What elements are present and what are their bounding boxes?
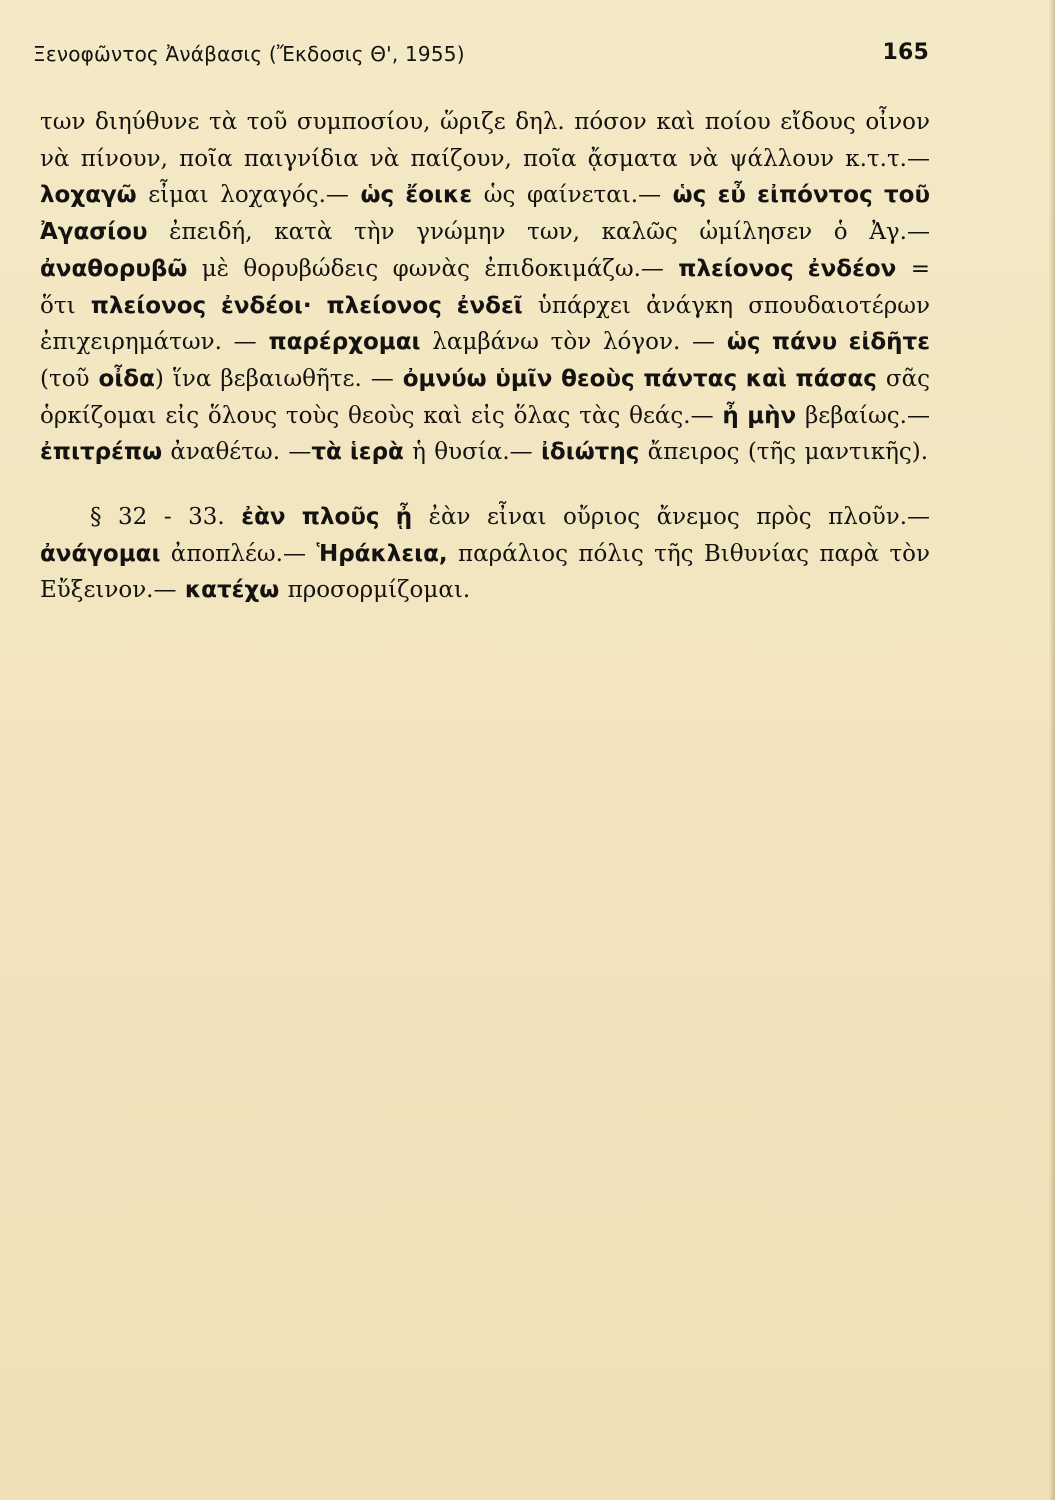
gloss-text: § 32 - 33. xyxy=(90,504,242,531)
gloss-text: σᾶς ὁρκίζομαι εἰς ὅλους τοὺς θεοὺς καὶ εἰς ὅλας τὰς θεάς.— xyxy=(40,365,931,429)
gloss-text: ) ἵνα βεβαιωθῆτε. — xyxy=(154,365,403,392)
page-content xyxy=(40,104,930,609)
headword: ἦ μὴν xyxy=(722,402,797,429)
headword: λοχαγῶ xyxy=(40,182,137,209)
gloss-text: ἐπειδή, κατὰ τὴν γνώμην των, καλῶς ὡμίλησεν ὁ Ἀγ.— xyxy=(147,219,930,246)
headword: πλείονος ἐνδέοι· πλείονος ἐνδεῖ xyxy=(90,292,523,319)
headword: ὡς πάνυ εἰδῆτε xyxy=(726,329,930,356)
page-edge-shadow xyxy=(1049,0,1055,1500)
gloss-text: μὲ θορυβώδεις φωνὰς ἐπιδοκιμάζω.— xyxy=(187,255,679,282)
gloss-text: προσορμίζομαι. xyxy=(279,577,471,604)
gloss-text: ἡ θυσία.— xyxy=(403,439,541,466)
gloss-text: ἀποπλέω.— xyxy=(160,540,317,567)
gloss-text: παράλιος πόλις τῆς Βιθυνίας παρὰ τὸν Εὔξεινον.— xyxy=(40,540,930,604)
headword: ὡς ἔοικε xyxy=(360,182,473,209)
headword: πλείονος ἐνδέον xyxy=(678,255,897,282)
headword: ἐπιτρέπω xyxy=(40,439,163,466)
glossary-paragraph-1 xyxy=(40,104,930,471)
gloss-text: ἐὰν εἶναι οὔριος ἄνεμος πρὸς πλοῦν.— xyxy=(412,504,931,531)
gloss-text: βεβαίως.— xyxy=(796,402,930,429)
gloss-text: ὑπάρχει ἀνάγκη σπουδαιοτέρων ἐπιχειρημάτων. — xyxy=(40,292,930,356)
gloss-text: ὡς φαίνεται.— xyxy=(472,182,673,209)
running-title: Ξενοφῶντος Ἀνάβασις (Ἔκδοσις Θ', 1955) xyxy=(33,42,465,66)
headword: οἶδα xyxy=(98,365,155,392)
page-number: 165 xyxy=(882,40,929,65)
headword: ὀμνύω ὑμῖν θεοὺς πάντας καὶ πάσας xyxy=(402,365,877,392)
headword: ἐὰν πλοῦς ᾖ xyxy=(241,504,413,531)
headword: τὰ ἱερὰ xyxy=(311,439,404,466)
gloss-text: εἶμαι λοχαγός.— xyxy=(136,182,361,209)
gloss-text: ἄπειρος (τῆς μαντικῆς). xyxy=(639,439,929,466)
headword: Ἡράκλεια, xyxy=(316,540,448,567)
glossary-paragraph-2 xyxy=(40,499,930,609)
headword: παρέρχομαι xyxy=(268,329,421,356)
gloss-text: ἀναθέτω. — xyxy=(162,439,312,466)
gloss-text: = ὅτι xyxy=(40,255,930,319)
headword: ἀναθορυβῶ xyxy=(40,255,188,282)
gloss-text: λαμβάνω τὸν λόγον. — xyxy=(420,329,727,356)
gloss-text: των διηύθυνε τὰ τοῦ συμποσίου, ὥριζε δηλ. πόσον καὶ ποίου εἴδους οἶνον νὰ πίνουν, ποῖα παιγνίδια νὰ παίζουν, ποῖα ᾄσματα νὰ ψάλλουν κ.τ.τ.— xyxy=(40,109,930,172)
headword: κατέχω xyxy=(184,577,280,604)
headword: ἀνάγομαι xyxy=(40,540,161,567)
running-header xyxy=(33,36,929,70)
headword: ἰδιώτης xyxy=(540,439,640,466)
headword: ὡς εὖ εἰπόντος τοῦ Ἀγασίου xyxy=(40,182,931,246)
gloss-text: (τοῦ xyxy=(40,365,99,392)
